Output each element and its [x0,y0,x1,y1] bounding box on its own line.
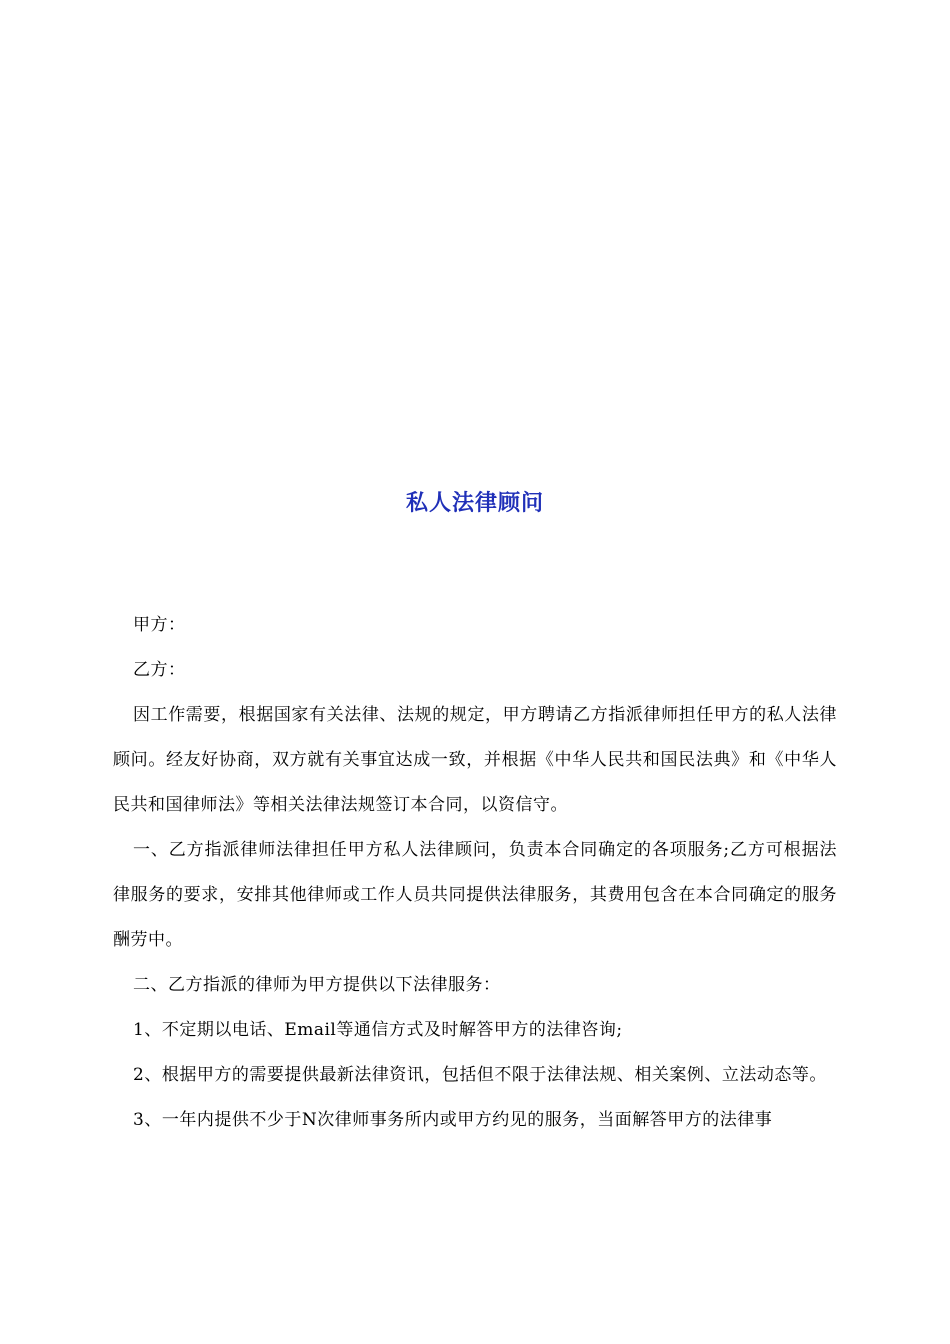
document-body [113,603,837,1143]
service-item-3: 3、一年内提供不少于N次律师事务所内或甲方约见的服务，当面解答甲方的法律事 [133,1110,773,1130]
clause-1-paragraph: 一、乙方指派律师法律担任甲方私人法律顾问，负责本合同确定的各项服务;乙方可根据法律服务的要求，安排其他律师或工作人员共同提供法律服务，其费用包含在本合同确定的服务酬劳中。 [113,840,837,950]
document-title: 私人法律顾问 [405,491,544,516]
preamble-paragraph: 因工作需要，根据国家有关法律、法规的规定，甲方聘请乙方指派律师担任甲方的私人法律顾问。经友好协商，双方就有关事宜达成一致，并根据《中华人民共和国民法典》和《中华人民共和国律师法》等相关法律法规签订本合同，以资信守。 [113,705,837,815]
party-b-line: 乙方： [133,660,186,680]
service-item-1: 1、不定期以电话、Email等通信方式及时解答甲方的法律咨询; [133,1020,623,1040]
service-item-2: 2、根据甲方的需要提供最新法律资讯，包括但不限于法律法规、相关案例、立法动态等。 [133,1065,827,1085]
clause-2-heading: 二、乙方指派的律师为甲方提供以下法律服务： [133,975,501,995]
party-a-line: 甲方： [133,615,186,635]
